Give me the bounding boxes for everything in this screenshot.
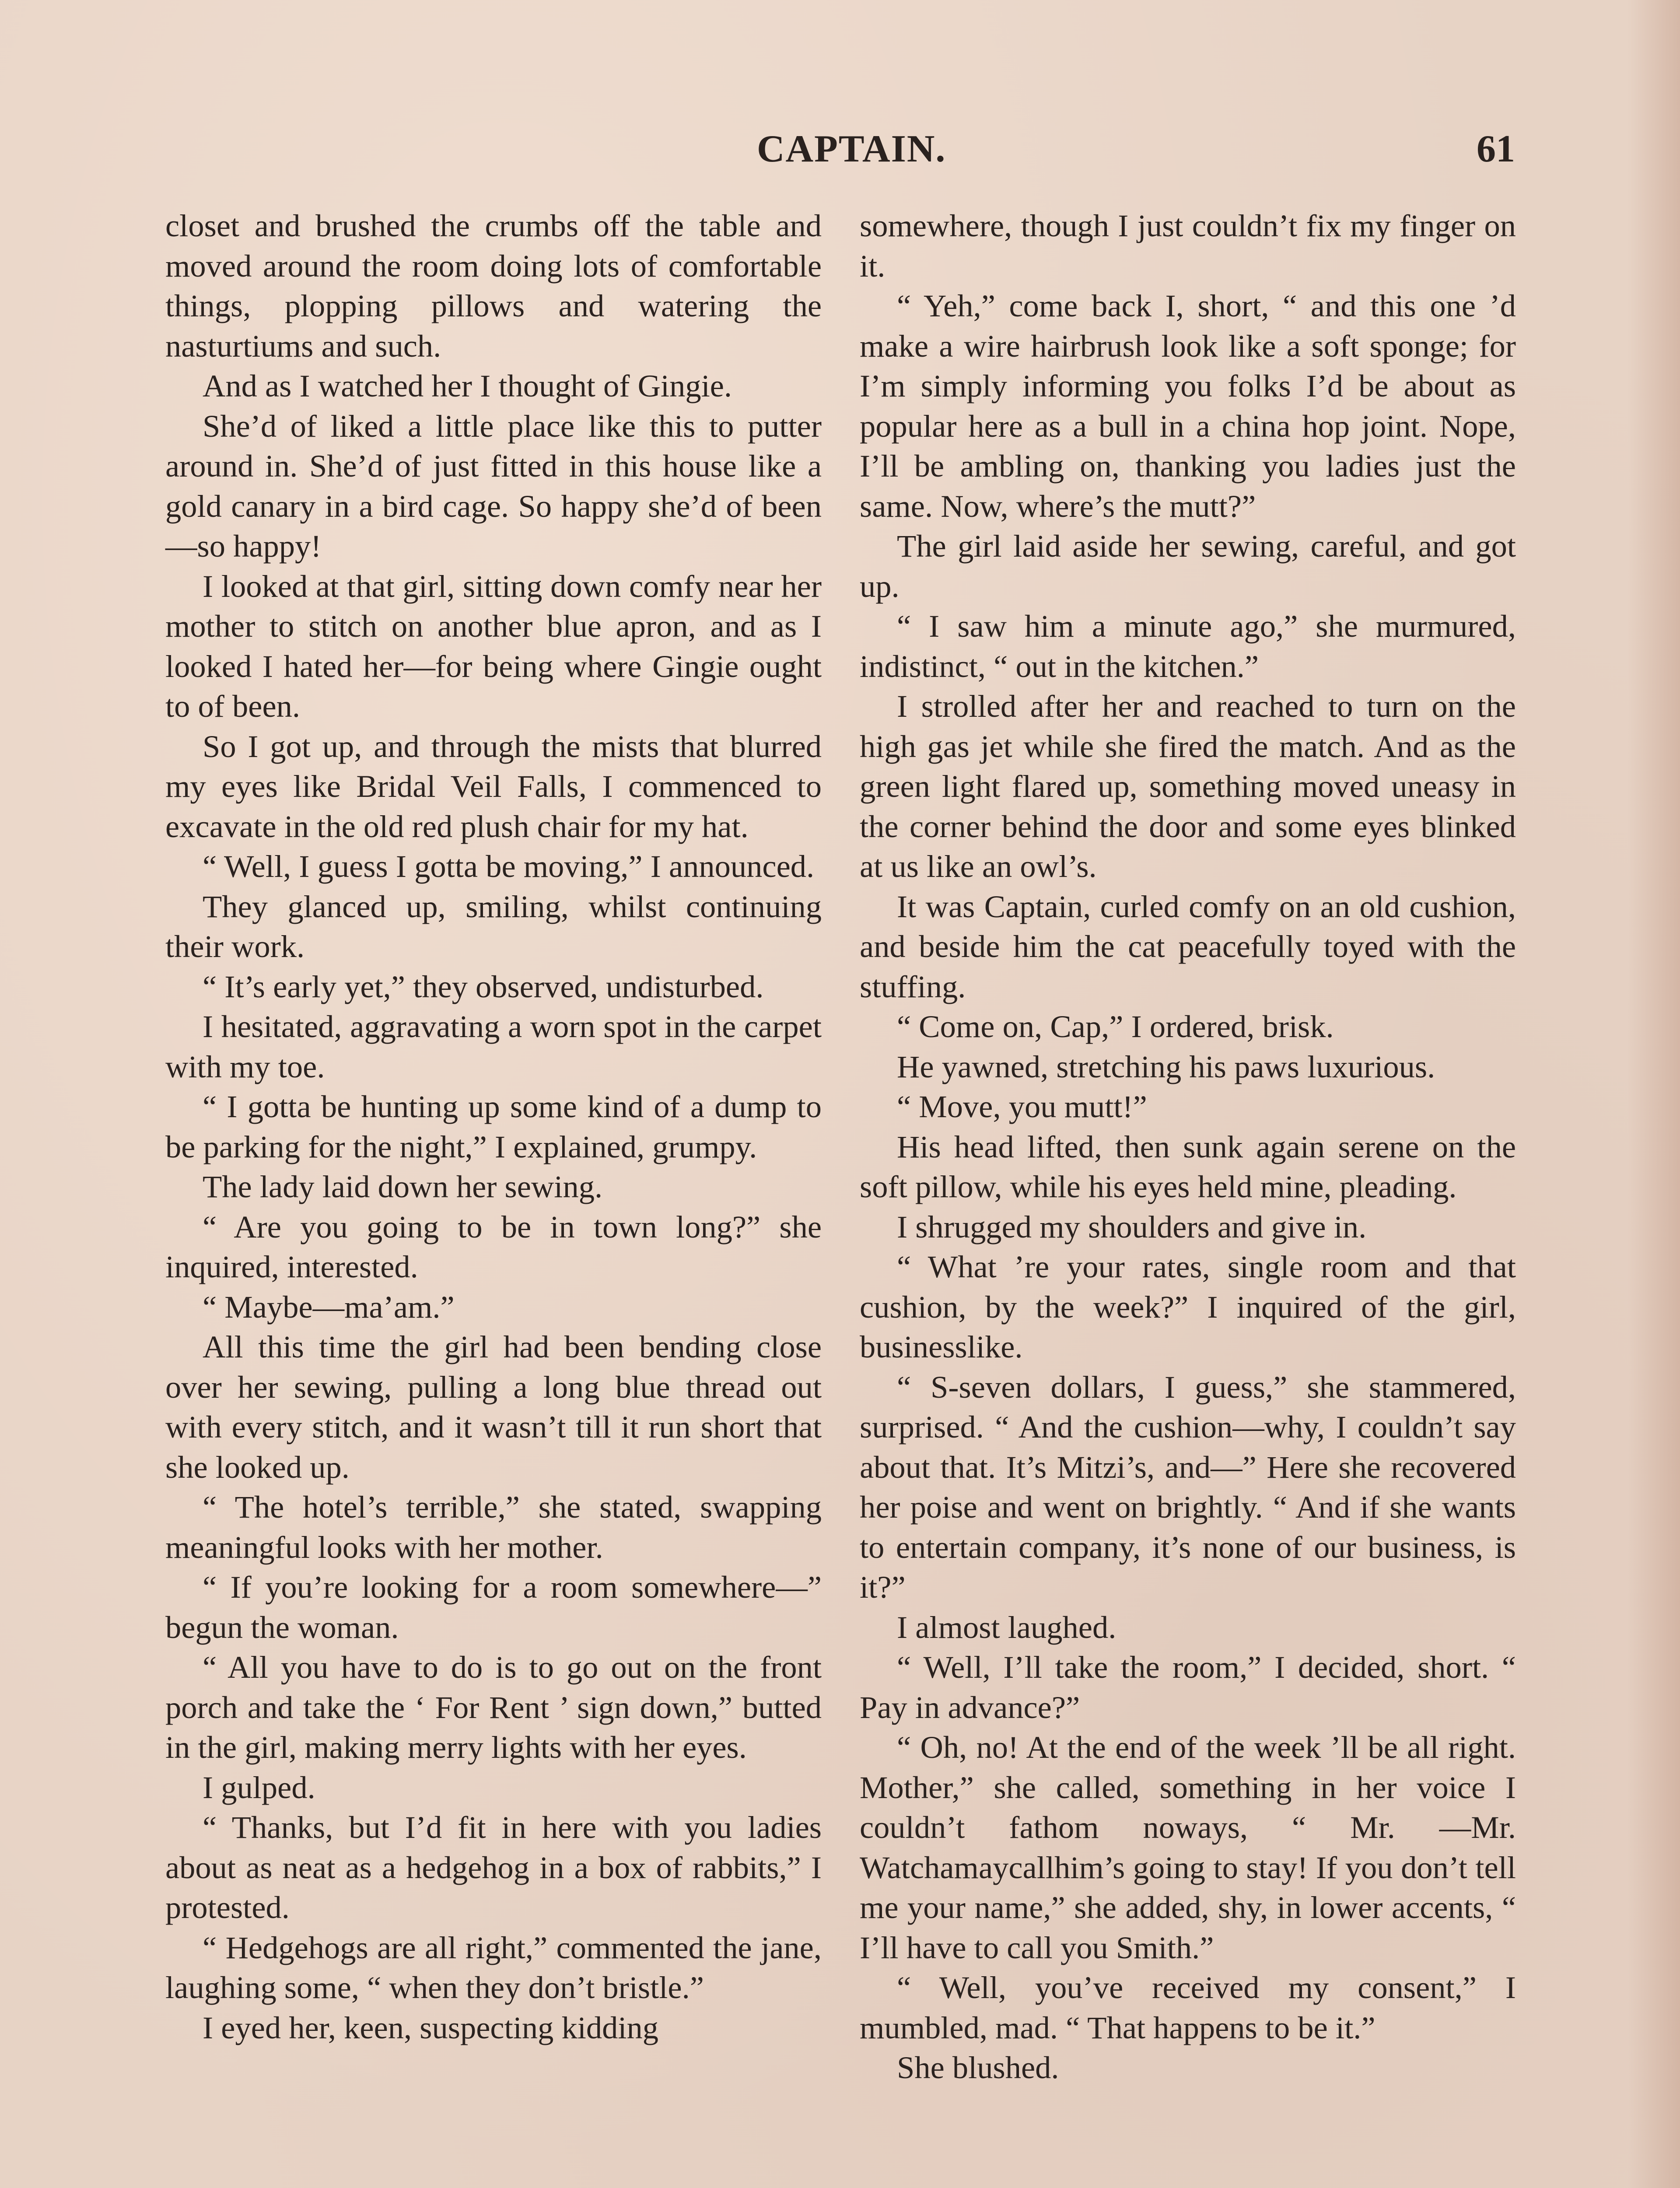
right-column (860, 206, 1516, 2088)
page-header (0, 127, 1680, 184)
paragraph: “ Move, you mutt!” (897, 1089, 1147, 1124)
paragraph: He yawned, stretching his paws luxurious. (897, 1048, 1435, 1084)
paragraph: I gulped. (203, 1769, 315, 1805)
paragraph: It was Captain, curled comfy on an old cushion, and beside him the cat peacefully toyed with the stuffing. (860, 888, 1516, 1004)
paragraph: “ S-seven dollars, I guess,” she stammered, surprised. “ And the cushion—why, I couldn’t say about that. It’s Mitzi’s, and—” Here she recovered her poise and went on brightly. “ And if she wants to entertain company, it’s none of our business, is it?” (860, 1369, 1516, 1605)
paragraph: “ It’s early yet,” they observed, undisturbed. (203, 968, 764, 1004)
paragraph: The lady laid down her sewing. (203, 1169, 603, 1204)
paragraph: “ Hedgehogs are all right,” commented the jane, laughing some, “ when they don’t bristle.” (165, 1929, 822, 2005)
paragraph: closet and brushed the crumbs off the table and moved around the room doing lots of comfortable things, plopping pillows and watering the nasturtiums and such. (165, 208, 822, 364)
paragraph: “ Come on, Cap,” I ordered, brisk. (897, 1009, 1334, 1044)
paragraph: “ Yeh,” come back I, short, “ and this one ’d make a wire hairbrush look like a soft sponge; for I’m simply informing you folks I’d be about as popular here as a bull in a china hop joint. Nope, I’ll be ambling on, thanking you ladies just the same. Now, where’s the mutt?” (860, 288, 1516, 524)
paragraph: “ Well, I’ll take the room,” I decided, short. “ Pay in advance?” (860, 1649, 1516, 1725)
page-number: 61 (1477, 128, 1515, 170)
paragraph: “ The hotel’s terrible,” she stated, swapping meaningful looks with her mother. (165, 1489, 822, 1565)
paragraph: “ I saw him a minute ago,” she murmured, indistinct, “ out in the kitchen.” (860, 608, 1516, 684)
left-column (165, 206, 822, 2048)
paragraph: I hesitated, aggravating a worn spot in the carpet with my toe. (165, 1009, 822, 1084)
paragraph: I looked at that girl, sitting down comfy near her mother to stitch on another blue apron, and as I looked I hated her—for being where Gingie ought to of been. (165, 568, 822, 724)
paragraph: “ Well, I guess I gotta be moving,” I announced. (203, 849, 815, 884)
paragraph: “ Maybe—ma’am.” (203, 1289, 455, 1325)
paragraph: She’d of liked a little place like this to putter around in. She’d of just fitted in this house like a gold canary in a bird cage. So happy she’d of been—so happy! (165, 408, 822, 564)
paragraph: I shrugged my shoulders and give in. (897, 1209, 1367, 1245)
paragraph: “ Oh, no! At the end of the week ’ll be all right. Mother,” she called, something in her voice I couldn’t fathom noways, “ Mr. —Mr. Watchamaycallhim’s going to stay! If you don’t tell me your name,” she added, shy, in lower accents, “ I’ll have to call you Smith.” (860, 1729, 1516, 1965)
paragraph: somewhere, though I just couldn’t fix my finger on it. (860, 208, 1516, 284)
paragraph: She blushed. (897, 2050, 1059, 2085)
paragraph: “ Thanks, but I’d fit in here with you ladies about as neat as a hedgehog in a box of rabbits,” I protested. (165, 1809, 822, 1925)
paragraph: “ I gotta be hunting up some kind of a dump to be parking for the night,” I explained, grumpy. (165, 1089, 822, 1164)
running-head: CAPTAIN. (757, 128, 946, 170)
paragraph: “ If you’re looking for a room somewhere—” begun the woman. (165, 1569, 822, 1645)
paragraph: “ Are you going to be in town long?” she inquired, interested. (165, 1209, 822, 1284)
paragraph: They glanced up, smiling, whilst continuing their work. (165, 888, 822, 964)
paragraph: The girl laid aside her sewing, careful, and got up. (860, 528, 1516, 604)
paragraph: His head lifted, then sunk again serene on the soft pillow, while his eyes held mine, pleading. (860, 1129, 1516, 1204)
paragraph: And as I watched her I thought of Gingie. (203, 368, 732, 403)
page-edge-shadow (1628, 0, 1680, 2188)
paragraph: I eyed her, keen, suspecting kidding (203, 2009, 659, 2045)
paragraph: So I got up, and through the mists that blurred my eyes like Bridal Veil Falls, I commenced to excavate in the old red plush chair for my hat. (165, 728, 822, 844)
paragraph: “ Well, you’ve received my consent,” I mumbled, mad. “ That happens to be it.” (860, 1970, 1516, 2045)
paragraph: I strolled after her and reached to turn on the high gas jet while she fired the match. And as the green light flared up, something moved uneasy in the corner behind the door and some eyes blinked at us like an owl’s. (860, 688, 1516, 884)
paragraph: I almost laughed. (897, 1609, 1116, 1645)
paragraph: “ All you have to do is to go out on the front porch and take the ‘ For Rent ’ sign down,” butted in the girl, making merry lights with her eyes. (165, 1649, 822, 1765)
paragraph: “ What ’re your rates, single room and that cushion, by the week?” I inquired of the girl, businesslike. (860, 1249, 1516, 1364)
paragraph: All this time the girl had been bending close over her sewing, pulling a long blue thread out with every stitch, and it wasn’t till it run short that she looked up. (165, 1329, 822, 1485)
